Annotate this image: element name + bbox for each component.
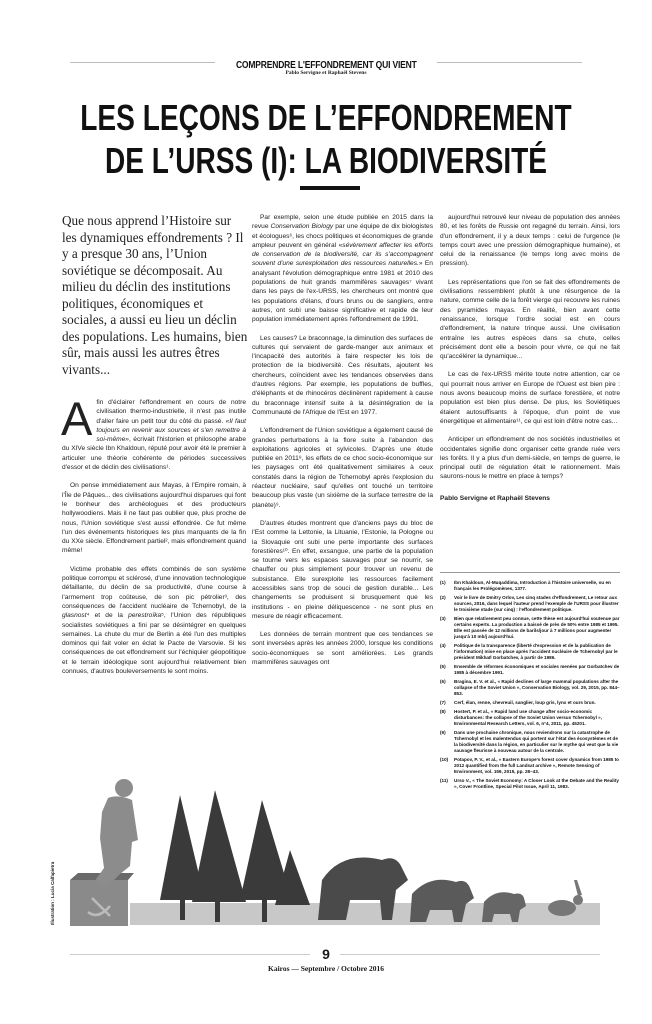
text: L'effondrement de l'Union soviétique a également causé de grandes perturbations à la flore suite à l'abandon des exploitations agricoles et sylvicoles. D'après une étude publiée en 2011⁸, les effets de ce choc socio-économique sur les paysages ont été qualitativement similaires à ceux constatés dans la région de Tchernobyl après l'explosion du réacteur nucléaire, sauf qu'elles ont touché un territoire beaucoup plus vaste (un sixième de la surface terrestre de la planète)⁹.: [252, 427, 433, 509]
paragraph: [252, 213, 433, 325]
footnote: [440, 664, 620, 676]
text: aujourd'hui retrouvé leur niveau de population des années 80, et les forêts de Russie ont regagné du terrain. Ainsi, lors d'un effondrement, il y a deux temps : celui de l'urgence (le temps court avec une pression démographique humaine), et celui de la renaissance (le temps long avec moins de pression).: [440, 214, 620, 268]
footnote-number: (4): [440, 643, 446, 648]
text: fin d'éclairer l'effondrement en cours de notre civilisation thermo-industrielle, il n'est pas inutile d'aller faire un petit tour du côté du passé.: [96, 399, 246, 425]
text: ⁴ et de la: [86, 612, 129, 620]
paragraph: [252, 426, 433, 510]
text: D'autres études montrent que d'anciens pays du bloc de l'Est comme la Lettonie, la Lituanie, l'Estonie, la Pologne ou la Slovaquie ont subi une perte importante des surfaces forestières¹⁰. En effet, exsangue, une partie de la population se tourne vers les espaces sauvages pour se nourrir, se chauffer ou plus simplement pour trouver un revenu de subsistance. Elle surexploite les ressources facilement accessibles sans trop de souci de gestion durable... Les changements se produisent si brusquement que les institutions - en pleine déliquescence - ne sont plus en mesure de réagir efficacement.: [252, 519, 433, 620]
footnote-text: Voir le livre de Dmitry Orlov, Les cinq stades d'effondrement, Le retour aux sources, 2016, dans lequel l'auteur prend l'exemple de l'URSS pour illustrer le troisième stade (sur cinq) : l'effondrement politique.: [454, 595, 619, 612]
footnote-number: (8): [440, 709, 446, 714]
footnote-text: Bragina, E. V. et al., « Rapid declines of large mammal populations after the collapse of the Soviet Union », Conservation Biology, vol. 29, 2015, pp. 844–853.: [454, 679, 620, 696]
footnote-number: (10): [440, 757, 449, 762]
footnote: [440, 679, 620, 697]
text: » En analysant l'évolution démographique entre 1981 et 2010 des populations de huit grands mammifères sauvages⁷ vivant dans les pays de l'ex-URSS, les chercheurs ont montré que les populations d'élans, d'ours bruns ou de sangliers, entre autres, ont subi une baisse significative et rapide de leur population immédiatement après l'effondrement de 1991.: [252, 260, 433, 324]
title-rule: [300, 186, 360, 190]
man-silhouette: [94, 779, 138, 888]
italic-text: «Il faut toujours en revenir aux sources et s'en remettre à soi-même»: [96, 417, 247, 444]
italic-text: Conservation Biology: [270, 223, 334, 231]
footnote-text: Bien que relativement peu connue, cette thèse est aujourd'hui soutenue par certains experts. La production a baissé de près de 50% entre 1985 et 1995. Elle est passée de 12 millions de barils/jour à 7 millions pour augmenter jusqu'à 10 mb/j aujourd'hui.: [454, 616, 620, 639]
text: par une équipe de dix biologistes et écologues⁶, les chocs politiques et économiques de grande ampleur peuvent en général «: [252, 223, 433, 249]
footnote-number: (1): [440, 580, 446, 585]
paragraph: [440, 435, 620, 481]
footnote-text: Dans une prochaine chronique, nous reviendrons sur la catastrophe de Tchernobyl et les malentendus qui portent sur l'état des écosystèmes et de la biodiversité dans la région, en particulier sur le mythe qui veut que la vie sauvage fleurisse à nouveau autour de la centrale.: [454, 730, 619, 753]
footnote-text: Hostert, P. et al., « Rapid land use change after socio-economic disturbances: the collapse of the Soviet Union versus Tchernobyl », Environmental Research Letters, vol. 6, n°4, 2011, pp. 45201.: [454, 709, 602, 726]
footnote-number: (2): [440, 595, 446, 600]
text: On pense immédiatement aux Mayas, à l'Empire romain, à l'Île de Pâques... des civilisations aujourd'hui disparues qui font le bonheur des archéologues et des producteurs hollywoodiens. Mais il ne faut pas oublier que, plus proche de nous, l'Union soviétique s'est aussi effondrée. Ce fut même l'un des événements historiques les plus marquants de la fin du XXe siècle. Effondrement partiel², mais effondrement quand même!: [62, 482, 246, 555]
footnote-text: Ensemble de réformes économiques et sociales menées par Gorbatchev de 1985 à décembre 1991.: [454, 664, 620, 675]
text: ⁵, l'Union des républiques socialistes soviétiques a fini par se désintégrer en quelques semaines. La chute du mur de Berlin a été l'un des multiples dominos qui fait voler en éclat le Pacte de Varsovie. Si les conséquences de cet effondrement sur l'échiquier géopolitique et le terrain idéologique sont aujourd'hui relativement bien connues, d'autres bouleversements le sont moins.: [62, 612, 246, 676]
text: Anticiper un effondrement de nos sociétés industrielles et occidentales signifie donc organiser cette grande ruée vers les forêts. Il y a plus d'un demi-siècle, en temps de guerre, le principal outil de régulation était le rationnement. Mais saurons-nous le mettre en place à temps?: [440, 436, 620, 481]
article-title: [72, 96, 581, 182]
footnote-text: Ibn Khaldoun, Al-Muqaddima, Introduction à l'histoire universelle, ou en français les Prolégomènes, 1377.: [454, 580, 611, 591]
footnote: [440, 700, 620, 706]
italic-text: sévèrement affecter les efforts de conservation de la biodiversité, car ils s'accompagnent souvent d'une surexploitation des ressources naturelles.: [252, 241, 433, 268]
text: Les causes? Le braconnage, la diminution des surfaces de cultures qui servaient de garde-manger aux animaux et l'incapacité des autorités à faire respecter les lois de protection de la biodiversité. Ces résultats, ajoutent les chercheurs, coïncident avec les tendances observées dans d'autres régions. Par exemple, les populations de buffles, d'éléphants et de rhinocéros déclinèrent rapidement à cause du braconnage intensif suite à la désintégration de la Communauté de l'Afrique de l'Est en 1977.: [252, 334, 433, 416]
illustration-credit: Illustration : Lucia Calfapietra: [50, 861, 55, 925]
text: Le cas de l'ex-URSS mérite toute notre attention, car ce qui pourrait nous arriver en Europe de l'Ouest est bien pire : nous avons beaucoup moins de surface forestière, et notre population est bien plus dense. De plus, les Soviétiques étaient autosuffisants à l'époque, d'un point de vue énergétique et alimentaire¹¹, ce qui est loin d'être notre cas...: [440, 371, 620, 425]
footnote-number: (11): [440, 778, 448, 783]
footnote-text: Cerf, élan, renne, chevreuil, sanglier, loup gris, lynx et ours brun.: [454, 700, 596, 705]
article-column-3: [440, 213, 620, 512]
title-line: DE L’URSS (I): LA BIODIVERSITÉ: [104, 140, 548, 181]
footnote-number: (5): [440, 664, 446, 669]
footnote-number: (6): [440, 679, 446, 684]
article-lead: Que nous apprend l’Histoire sur les dynamiques effondrements ? Il y a presque 30 ans, l’Union soviétique se décomposait. Au milieu du déclin des institutions politiques, économiques et sociales, a aussi eu lieu un déclin des populations. Les humains, bien sûr, mais aussi les autres êtres vivants...: [62, 213, 248, 377]
text: Les données de terrain montrent que ces tendances se sont inversées après les années 2000, lorsque les conditions socio-économiques se sont améliorées. Les grands mammifères sauvages ont: [252, 631, 433, 667]
pine-trees: [160, 790, 310, 922]
italic-text: glasnost: [62, 612, 87, 620]
paragraph: [252, 630, 433, 667]
footnote: [440, 616, 620, 640]
publication-info: Kairos — Septembre / Octobre 2016: [267, 964, 385, 973]
footnote-text: Potapov, P. V., et al., « Eastern Europe's forest cover dynamics from 1985 to 2012 quantified from the full Landsat archive », Remote Sensing of Environment, vol. 159, 2015, pp. 28–43.: [454, 757, 619, 774]
paragraph: [440, 370, 620, 426]
italic-text: perestroïka: [128, 612, 162, 620]
paragraph: [440, 213, 620, 269]
footnotes-divider: [440, 572, 620, 573]
paragraph: [252, 519, 433, 621]
signature: Pablo Servigne et Raphaël Stevens: [440, 494, 550, 502]
paragraph: [440, 278, 620, 362]
footnote: [440, 595, 620, 613]
footnote: [440, 643, 620, 661]
divider: [70, 62, 215, 63]
text: Victime probable des effets combinés de son système politique corrompu et sclérosé, d'une innovation technologique défaillante, du déclin de sa productivité, d'une course à l'armement trop coûteuse, de son pic pétrolier³, des conséquences de l'accident nucléaire de Tchernobyl, de la: [62, 565, 246, 610]
article-column-2: [252, 213, 433, 676]
byline: Pablo Servigne et Raphaël Stevens: [285, 70, 367, 76]
footnote-number: (3): [440, 616, 446, 621]
drop-cap: A: [61, 392, 93, 445]
article-column-1: [61, 392, 247, 685]
text: Les représentations que l'on se fait des effondrements de civilisations ressemblent plutôt à une résurgence de la nature, comme celle de la forêt vierge qui recouvre les ruines des pyramides mayas. En réalité, bien avant cette renaissance, lorsque l'ordre social est en cours d'effondrement, la nature trinque aussi. Une civilisation entraîne les autres espèces dans sa chute, celles précisément dont elle a besoin pour vivre, ce qui ne fait qu'accélérer la dynamique...: [440, 278, 620, 361]
section-kicker: COMPRENDRE L'EFFONDREMENT QUI VIENT: [235, 60, 417, 71]
ground: [130, 903, 600, 925]
text: , écrivait l'historien et philosophe arabe du XIVe siècle Ibn Khaldoun, réputé pour avoir été le premier à articuler une théorie cohérente de périodes successives d'essor et de déclin des civilisations¹.: [62, 436, 246, 472]
footnote-text: Politique de la transparence (liberté d'expression et de la publication de l'information) mise en place après l'accident nucléaire de Tchernobyl par le président Mikhaïl Gorbatchev, à partir de 1986.: [454, 643, 618, 660]
paragraph: [62, 481, 246, 555]
illustration: [0, 740, 652, 940]
paragraph: [62, 565, 246, 677]
footnote-text: Urso V., « The Soviet Economy: A Closer Look at the Debate and the Reality », Cover Frontline, Special Pilot Issue, April 11, 1983.: [454, 778, 619, 789]
text: Par exemple, selon une étude publiée en 2015 dans la revue: [252, 214, 433, 231]
footnote-number: (9): [440, 730, 446, 735]
page-number: 9: [322, 946, 330, 962]
title-line: LES LEÇONS DE L’EFFONDREMENT: [80, 97, 572, 138]
footnote-number: (7): [440, 700, 446, 705]
divider: [437, 62, 582, 63]
paragraph: [61, 392, 247, 472]
footnote: [440, 580, 620, 592]
footnote: [440, 709, 620, 727]
paragraph: [252, 334, 433, 418]
